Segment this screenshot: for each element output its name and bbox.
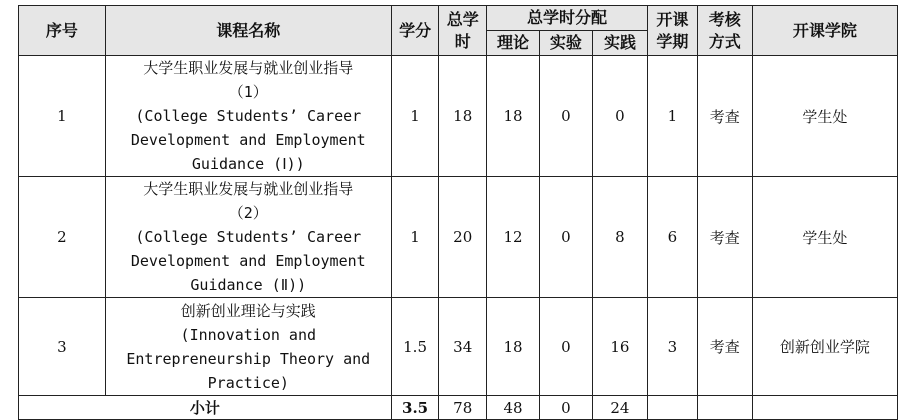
cell-experiment: 0 <box>539 177 592 298</box>
subtotal-assessment <box>697 396 752 420</box>
cell-term: 3 <box>647 298 697 396</box>
cell-total-hours: 20 <box>439 177 487 298</box>
header-experiment: 实验 <box>539 31 592 56</box>
cell-seq: 3 <box>19 298 106 396</box>
subtotal-label: 小计 <box>19 396 392 420</box>
course-name-line: (College Students’ Career <box>135 107 362 125</box>
course-name-line: （2） <box>228 204 268 222</box>
header-credits: 学分 <box>391 6 439 56</box>
cell-total-hours: 34 <box>439 298 487 396</box>
subtotal-credits: 3.5 <box>391 396 439 420</box>
header-assessment: 考核 方式 <box>697 6 752 56</box>
subtotal-experiment: 0 <box>539 396 592 420</box>
cell-practice: 16 <box>592 298 647 396</box>
cell-seq: 2 <box>19 177 106 298</box>
course-table-wrapper <box>18 5 898 420</box>
header-term: 开课 学期 <box>647 6 697 56</box>
course-name-line: Development and Employment <box>130 131 366 149</box>
cell-practice: 0 <box>592 56 647 177</box>
cell-credits: 1 <box>391 177 439 298</box>
course-table <box>18 5 898 420</box>
course-name-line: Guidance (Ⅰ)) <box>191 155 305 173</box>
subtotal-row <box>19 396 898 420</box>
cell-credits: 1.5 <box>391 298 439 396</box>
header-total-hours: 总学 时 <box>439 6 487 56</box>
cell-course-name <box>105 56 391 177</box>
cell-practice: 8 <box>592 177 647 298</box>
course-name-line: 大学生职业发展与就业创业指导 <box>143 59 354 77</box>
table-row <box>19 56 898 177</box>
cell-seq: 1 <box>19 56 106 177</box>
cell-course-name <box>105 298 391 396</box>
cell-credits: 1 <box>391 56 439 177</box>
header-college: 开课学院 <box>752 6 897 56</box>
course-name-line: Practice) <box>207 373 289 392</box>
cell-experiment: 0 <box>539 56 592 177</box>
header-theory: 理论 <box>487 31 540 56</box>
subtotal-total-hours: 78 <box>439 396 487 420</box>
cell-total-hours: 18 <box>439 56 487 177</box>
subtotal-practice: 24 <box>592 396 647 420</box>
cell-term: 6 <box>647 177 697 298</box>
course-name-line: (Innovation and <box>180 325 317 344</box>
table-row <box>19 177 898 298</box>
header-distribution: 总学时分配 <box>487 6 648 31</box>
course-name-line: Entrepreneurship Theory and <box>126 349 371 368</box>
cell-theory: 18 <box>487 298 540 396</box>
course-name-line: 大学生职业发展与就业创业指导 <box>143 180 354 198</box>
cell-theory: 18 <box>487 56 540 177</box>
cell-college: 学生处 <box>752 56 897 177</box>
cell-experiment: 0 <box>539 298 592 396</box>
cell-assessment: 考查 <box>697 177 752 298</box>
subtotal-college <box>752 396 897 420</box>
cell-term: 1 <box>647 56 697 177</box>
cell-college: 学生处 <box>752 177 897 298</box>
course-name-line: Guidance (Ⅱ)) <box>190 276 307 294</box>
header-course-name: 课程名称 <box>105 6 391 56</box>
subtotal-term <box>647 396 697 420</box>
subtotal-theory: 48 <box>487 396 540 420</box>
course-name-line: （1） <box>228 83 268 101</box>
cell-theory: 12 <box>487 177 540 298</box>
table-row <box>19 298 898 396</box>
cell-college: 创新创业学院 <box>752 298 897 396</box>
header-seq: 序号 <box>19 6 106 56</box>
course-name-line: Development and Employment <box>130 252 366 270</box>
cell-assessment: 考查 <box>697 298 752 396</box>
cell-assessment: 考查 <box>697 56 752 177</box>
course-name-line: (College Students’ Career <box>135 228 362 246</box>
header-practice: 实践 <box>592 31 647 56</box>
course-name-line: 创新创业理论与实践 <box>180 301 316 320</box>
cell-course-name <box>105 177 391 298</box>
